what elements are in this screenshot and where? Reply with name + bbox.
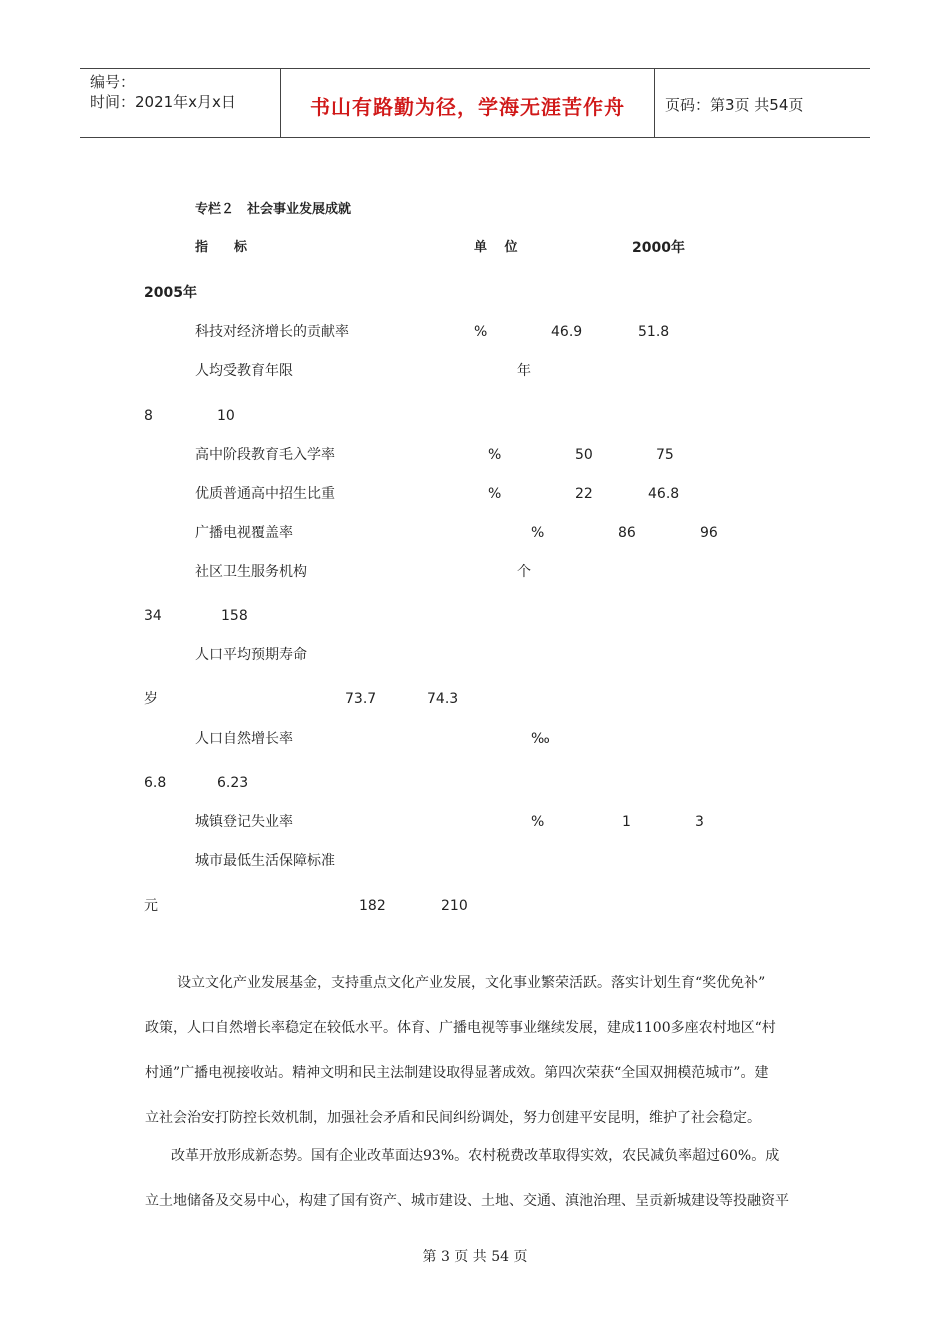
header-left-cell — [80, 69, 281, 137]
paragraph-line: 政策，人口自然增长率稳定在较低水平。体育、广播电视等事业继续发展，建成1100多座农村地区“村 — [145, 1020, 776, 1036]
row-value-2005: 158 — [221, 608, 248, 624]
page-header — [80, 68, 870, 138]
table-title: 专栏２ 社会事业发展成就 — [195, 202, 352, 217]
row-unit: 个 — [517, 564, 531, 580]
row-value-2005: 96 — [700, 525, 718, 541]
row-indicator-name: 科技对经济增长的贡献率 — [195, 324, 349, 340]
row-value-2005: 74.3 — [427, 691, 459, 707]
row-value-2000: 34 — [144, 608, 162, 624]
row-unit: % — [474, 324, 488, 340]
paragraph-line: 村通”广播电视接收站。精神文明和民主法制建设取得显著成效。第四次荣获“全国双拥模范城市”。建 — [145, 1065, 769, 1081]
row-indicator-name: 人口自然增长率 — [195, 731, 293, 747]
row-value-2005: 6.23 — [217, 775, 249, 791]
row-value-2005: 75 — [656, 447, 674, 463]
row-indicator-name: 社区卫生服务机构 — [195, 564, 307, 580]
row-value-2000: 86 — [618, 525, 636, 541]
row-value-2000: 46.9 — [551, 324, 583, 340]
row-value-2000: 1 — [622, 814, 631, 830]
paragraph-line: 改革开放形成新态势。国有企业改革面达93%。农村税费改革取得实效，农民减负率超过60%。成 — [171, 1148, 780, 1164]
header-right-cell — [655, 69, 870, 137]
row-indicator-name: 城市最低生活保障标准 — [195, 853, 335, 869]
paragraph-line: 设立文化产业发展基金，支持重点文化产业发展，文化事业繁荣活跃。落实计划生育“奖优免补” — [177, 975, 766, 991]
row-value-2000: 50 — [575, 447, 593, 463]
row-indicator-name: 人口平均预期寿命 — [195, 647, 307, 663]
header-motto: 书山有路勤为径，学海无涯苦作舟 — [310, 95, 625, 119]
row-indicator-name: 人均受教育年限 — [195, 363, 293, 379]
row-value-2005: 46.8 — [648, 486, 680, 502]
row-unit: % — [531, 814, 545, 830]
row-unit: % — [488, 447, 502, 463]
row-value-2005: 10 — [217, 408, 235, 424]
row-unit: % — [531, 525, 545, 541]
column-header-unit: 单 位 — [474, 240, 518, 255]
page-footer: 第 3 页 共 54 页 — [422, 1249, 528, 1265]
column-header-2000: 2000年 — [632, 240, 685, 256]
header-page-label: 页码：第3页 共54页 — [665, 96, 804, 114]
row-indicator-name: 优质普通高中招生比重 — [195, 486, 335, 502]
row-indicator-name: 城镇登记失业率 — [195, 814, 293, 830]
header-middle-cell — [281, 69, 655, 137]
body-paragraph — [145, 974, 810, 1124]
row-unit: 元 — [144, 898, 158, 914]
row-value-2005: 51.8 — [638, 324, 670, 340]
row-indicator-name: 广播电视覆盖率 — [195, 525, 293, 541]
row-value-2000: 182 — [359, 898, 386, 914]
row-unit: 岁 — [144, 691, 158, 707]
row-indicator-name: 高中阶段教育毛入学率 — [195, 447, 335, 463]
document-number-label: 编号： — [90, 73, 136, 91]
row-value-2000: 22 — [575, 486, 593, 502]
row-unit: % — [488, 486, 502, 502]
row-value-2005: 210 — [441, 898, 468, 914]
row-unit: ‰ — [531, 731, 550, 747]
body-paragraph — [145, 1147, 810, 1207]
column-header-indicator: 指 标 — [195, 240, 248, 255]
paragraph-line: 立社会治安打防控长效机制，加强社会矛盾和民间纠纷调处，努力创建平安昆明，维护了社会稳定。 — [145, 1110, 761, 1126]
row-value-2000: 73.7 — [345, 691, 377, 707]
row-value-2005: 3 — [695, 814, 704, 830]
document-date-label: 时间：2021年x月x日 — [90, 93, 236, 111]
row-unit: 年 — [517, 363, 531, 379]
row-value-2000: 8 — [144, 408, 153, 424]
column-header-2005: 2005年 — [144, 285, 197, 301]
paragraph-line: 立土地储备及交易中心，构建了国有资产、城市建设、土地、交通、滇池治理、呈贡新城建设等投融资平 — [145, 1193, 789, 1209]
row-value-2000: 6.8 — [144, 775, 167, 791]
